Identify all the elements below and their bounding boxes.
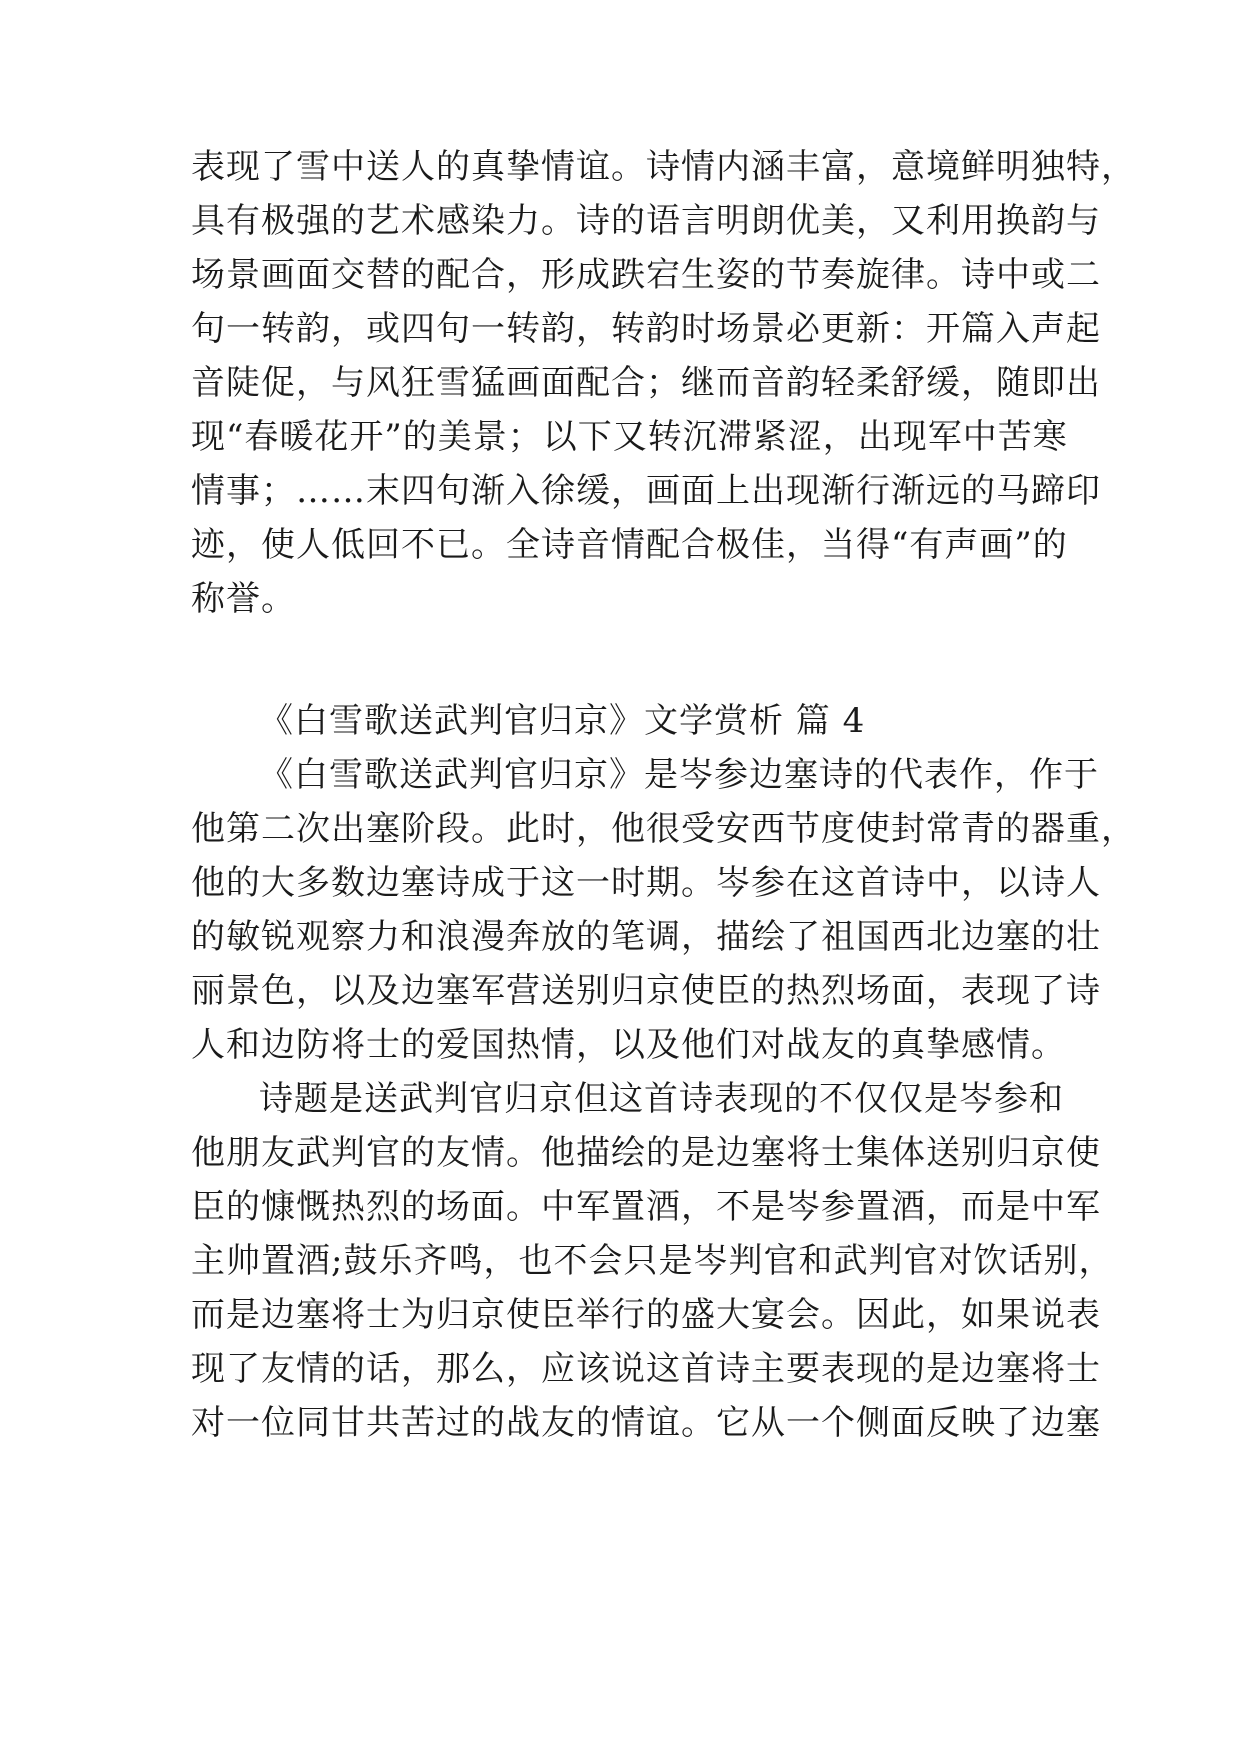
paragraph-3-line-6: 现了友情的话，那么，应该说这首诗主要表现的是边塞将士 bbox=[191, 1349, 1101, 1389]
section-title: 《白雪歌送武判官归京》文学赏析 篇 4 bbox=[259, 701, 866, 741]
paragraph-1-line-2: 具有极强的艺术感染力。诗的语言明朗优美，又利用换韵与 bbox=[191, 201, 1101, 241]
paragraph-2-line-6: 人和边防将士的爱国热情，以及他们对战友的真挚感情。 bbox=[191, 1025, 1066, 1065]
paragraph-1-line-8: 迹，使人低回不已。全诗音情配合极佳，当得“有声画”的 bbox=[191, 525, 1068, 565]
paragraph-3-line-4: 主帅置酒;鼓乐齐鸣，也不会只是岑判官和武判官对饮话别， bbox=[191, 1241, 1114, 1281]
paragraph-1-line-1: 表现了雪中送人的真挚情谊。诗情内涵丰富，意境鲜明独特， bbox=[191, 147, 1136, 187]
paragraph-1-line-3: 场景画面交替的配合，形成跌宕生姿的节奏旋律。诗中或二 bbox=[191, 255, 1101, 295]
paragraph-2-line-2: 他第二次出塞阶段。此时，他很受安西节度使封常青的器重， bbox=[191, 809, 1136, 849]
paragraph-2-line-5: 丽景色，以及边塞军营送别归京使臣的热烈场面，表现了诗 bbox=[191, 971, 1101, 1011]
paragraph-3-line-1: 诗题是送武判官归京但这首诗表现的不仅仅是岑参和 bbox=[259, 1079, 1064, 1119]
paragraph-3-line-3: 臣的慷慨热烈的场面。中军置酒，不是岑参置酒，而是中军 bbox=[191, 1187, 1101, 1227]
paragraph-1-line-6: 现“春暖花开”的美景；以下又转沉滞紧涩，出现军中苦寒 bbox=[191, 417, 1068, 457]
paragraph-2-line-4: 的敏锐观察力和浪漫奔放的笔调，描绘了祖国西北边塞的壮 bbox=[191, 917, 1101, 957]
paragraph-3-line-7: 对一位同甘共苦过的战友的情谊。它从一个侧面反映了边塞 bbox=[191, 1403, 1101, 1443]
paragraph-2-line-1: 《白雪歌送武判官归京》是岑参边塞诗的代表作，作于 bbox=[259, 755, 1099, 795]
paragraph-2-line-3: 他的大多数边塞诗成于这一时期。岑参在这首诗中，以诗人 bbox=[191, 863, 1101, 903]
paragraph-3-line-2: 他朋友武判官的友情。他描绘的是边塞将士集体送别归京使 bbox=[191, 1133, 1101, 1173]
paragraph-3-line-5: 而是边塞将士为归京使臣举行的盛大宴会。因此，如果说表 bbox=[191, 1295, 1101, 1335]
paragraph-1-line-9: 称誉。 bbox=[191, 579, 296, 619]
paragraph-1-line-7: 情事；……末四句渐入徐缓，画面上出现渐行渐远的马蹄印 bbox=[191, 471, 1101, 511]
paragraph-1-line-5: 音陡促，与风狂雪猛画面配合；继而音韵轻柔舒缓，随即出 bbox=[191, 363, 1101, 403]
paragraph-1-line-4: 句一转韵，或四句一转韵，转韵时场景必更新：开篇入声起 bbox=[191, 309, 1101, 349]
